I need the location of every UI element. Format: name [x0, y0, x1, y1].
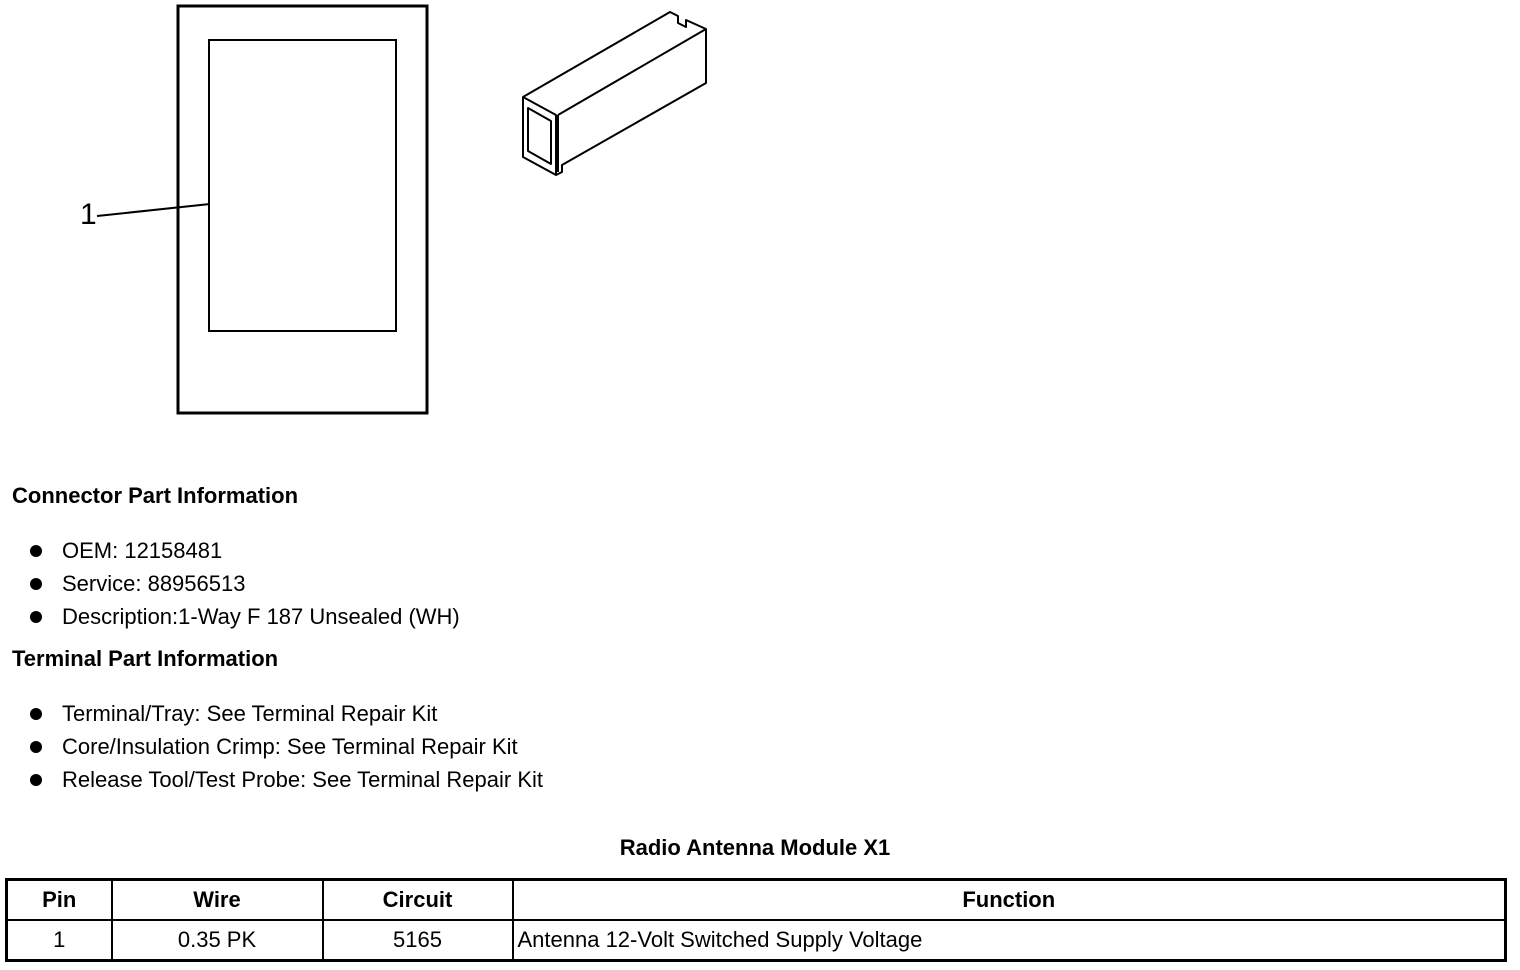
cell-circuit: 5165 — [323, 920, 513, 961]
terminal-part-info-list — [28, 697, 543, 796]
list-item: OEM: 12158481 — [28, 534, 460, 567]
list-item: Service: 88956513 — [28, 567, 460, 600]
list-item: Core/Insulation Crimp: See Terminal Repair Kit — [28, 730, 543, 763]
list-item: Description:1-Way F 187 Unsealed (WH) — [28, 600, 460, 633]
table-row — [7, 920, 1506, 961]
column-header-pin: Pin — [7, 880, 112, 921]
column-header-circuit: Circuit — [323, 880, 513, 921]
cell-pin: 1 — [7, 920, 112, 961]
list-item: Release Tool/Test Probe: See Terminal Repair Kit — [28, 763, 543, 796]
connector-part-info-heading: Connector Part Information — [12, 483, 299, 508]
connector-isometric-view — [523, 12, 706, 175]
callout-number-1: 1 — [80, 198, 97, 231]
connector-diagram — [0, 0, 760, 430]
terminal-part-info-heading: Terminal Part Information — [12, 646, 279, 671]
list-item: Terminal/Tray: See Terminal Repair Kit — [28, 697, 543, 730]
cell-function: Antenna 12-Volt Switched Supply Voltage — [513, 920, 1506, 961]
column-header-function: Function — [513, 880, 1506, 921]
cell-wire: 0.35 PK — [112, 920, 323, 961]
connector-part-info-list — [28, 534, 460, 633]
connector-cavity — [209, 40, 396, 331]
pinout-table — [5, 878, 1507, 962]
connector-face-view — [97, 6, 427, 413]
column-header-wire: Wire — [112, 880, 323, 921]
table-title: Radio Antenna Module X1 — [619, 835, 891, 860]
callout-leader-line — [97, 204, 210, 216]
connector-outer-frame — [178, 6, 427, 413]
table-header-row — [7, 880, 1506, 921]
